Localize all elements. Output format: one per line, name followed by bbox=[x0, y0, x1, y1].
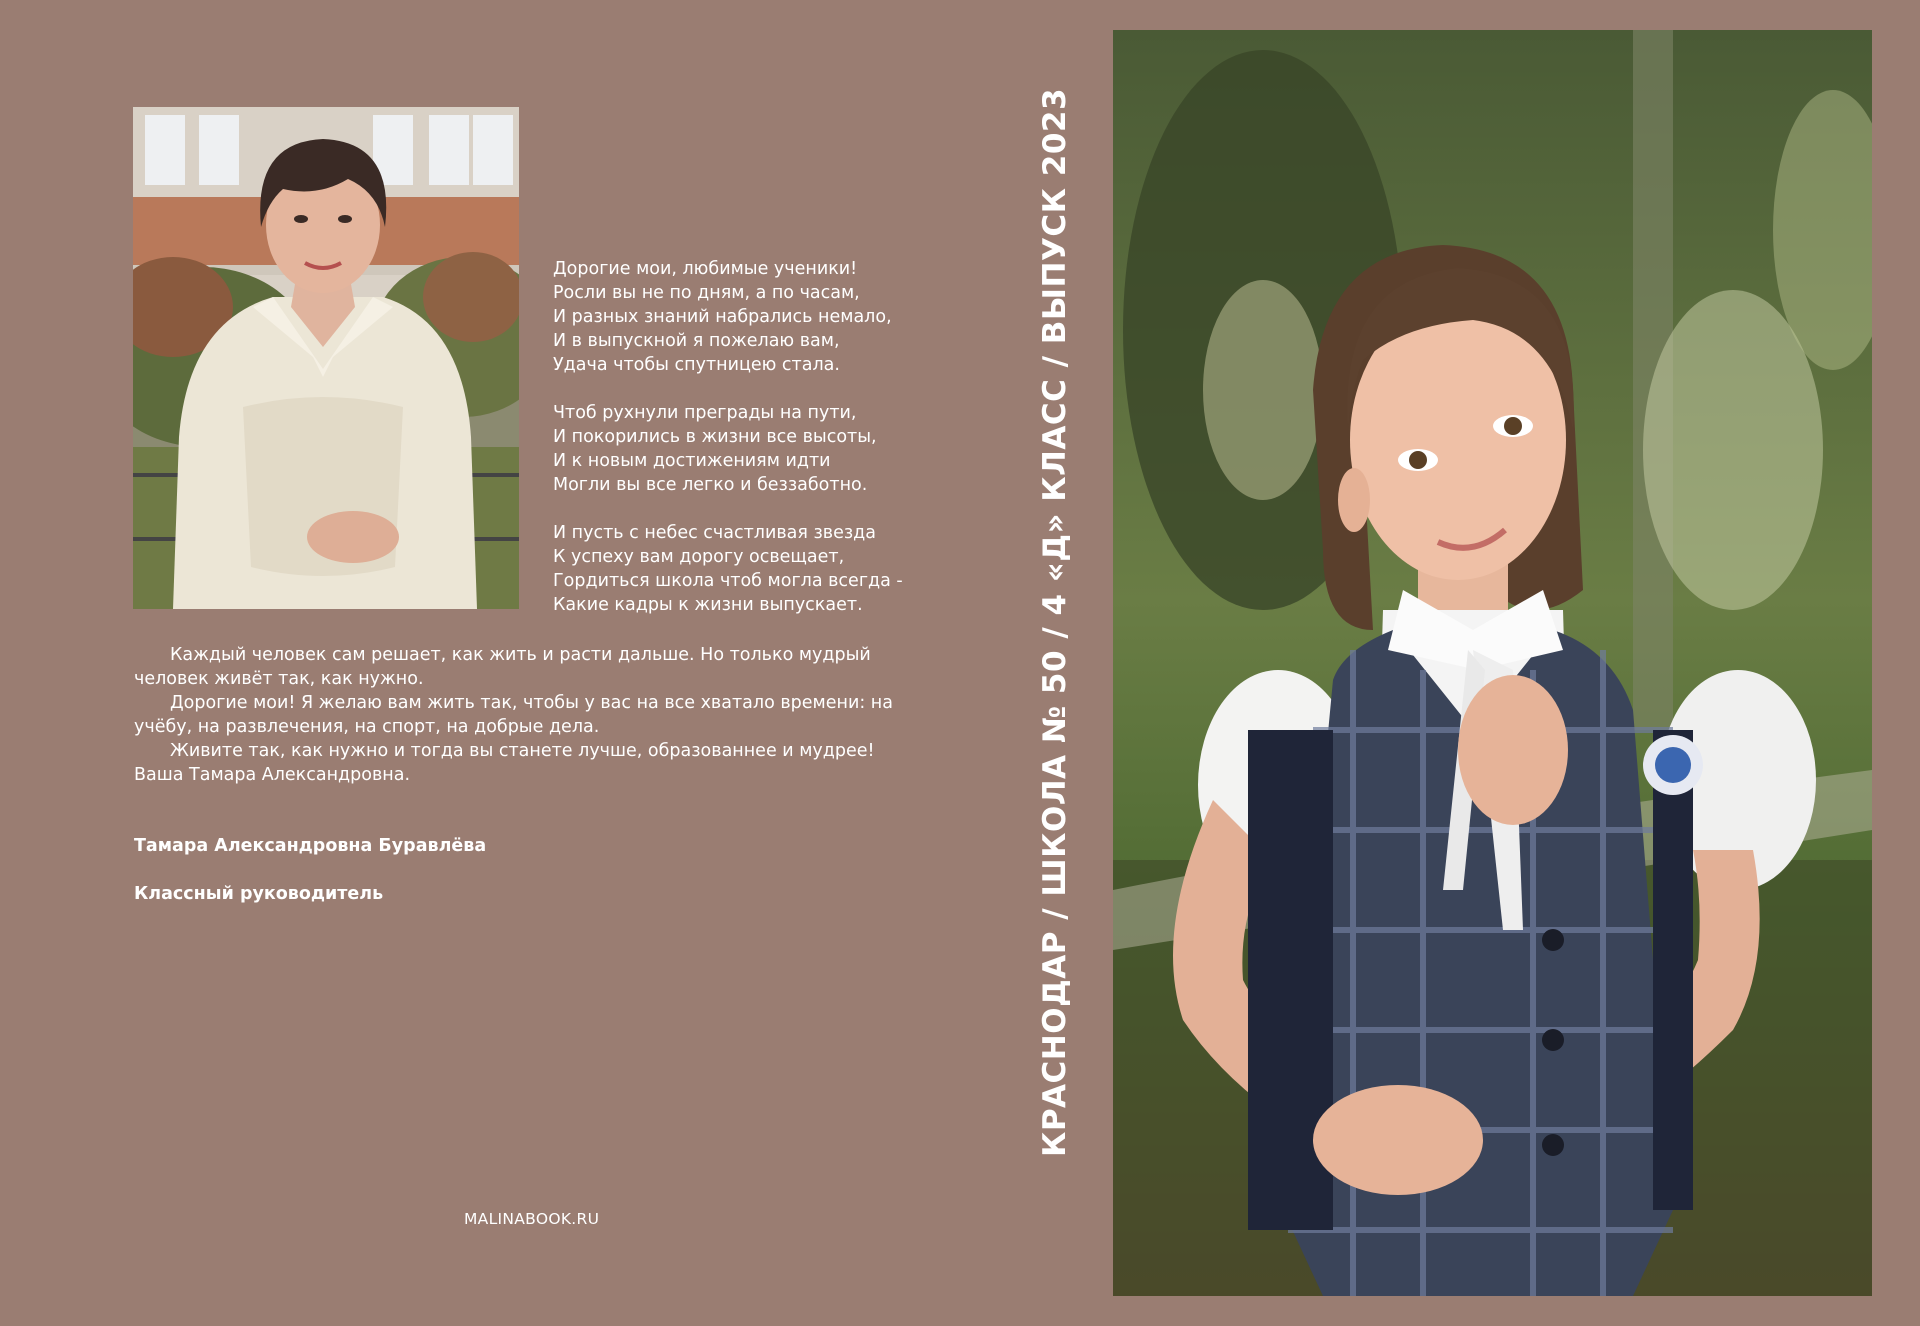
poem-stanza-1 bbox=[553, 257, 953, 377]
poem-stanza-3 bbox=[553, 521, 953, 617]
poem-line: И в выпускной я пожелаю вам, bbox=[553, 331, 840, 351]
address-closing: Ваша Тамара Александровна. bbox=[134, 765, 411, 785]
student-portrait-image bbox=[1113, 30, 1872, 1296]
poem-line: Могли вы все легко и беззаботно. bbox=[553, 475, 868, 495]
poem bbox=[553, 257, 953, 641]
teacher-role: Классный руководитель bbox=[134, 884, 384, 904]
poem-line: Какие кадры к жизни выпускает. bbox=[553, 595, 863, 615]
teacher-portrait-image bbox=[133, 107, 519, 609]
poem-line: К успеху вам дорогу освещает, bbox=[553, 547, 845, 567]
poem-line: И к новым достижениям идти bbox=[553, 451, 831, 471]
teacher-name: Тамара Александровна Буравлёва bbox=[134, 836, 487, 856]
poem-stanza-2 bbox=[553, 401, 953, 497]
teacher-address bbox=[134, 643, 914, 787]
address-paragraph: Каждый человек сам решает, как жить и расти дальше. Но только мудрый человек живёт так, как нужно. bbox=[134, 645, 871, 689]
poem-line: И пусть с небес счастливая звезда bbox=[553, 523, 876, 543]
poem-line: Чтоб рухнули преграды на пути, bbox=[553, 403, 857, 423]
spine-title: КРАСНОДАР / ШКОЛА № 50 / 4 «Д» КЛАСС / ВЫПУСК 2023 bbox=[1037, 87, 1073, 1157]
publisher-site: MALINABOOK.RU bbox=[464, 1210, 600, 1228]
poem-line: И разных знаний набрались немало, bbox=[553, 307, 892, 327]
poem-line: Удача чтобы спутницею стала. bbox=[553, 355, 840, 375]
poem-line: Гордиться школа чтоб могла всегда - bbox=[553, 571, 903, 591]
address-paragraph: Дорогие мои! Я желаю вам жить так, чтобы у вас на все хватало времени: на учёбу, на развлечения, на спорт, на добрые дела. bbox=[134, 693, 893, 737]
poem-line: Дорогие мои, любимые ученики! bbox=[553, 259, 858, 279]
address-paragraph: Живите так, как нужно и тогда вы станете лучше, образованнее и мудрее! bbox=[170, 741, 875, 761]
poem-line: И покорились в жизни все высоты, bbox=[553, 427, 877, 447]
poem-line: Росли вы не по дням, а по часам, bbox=[553, 283, 860, 303]
